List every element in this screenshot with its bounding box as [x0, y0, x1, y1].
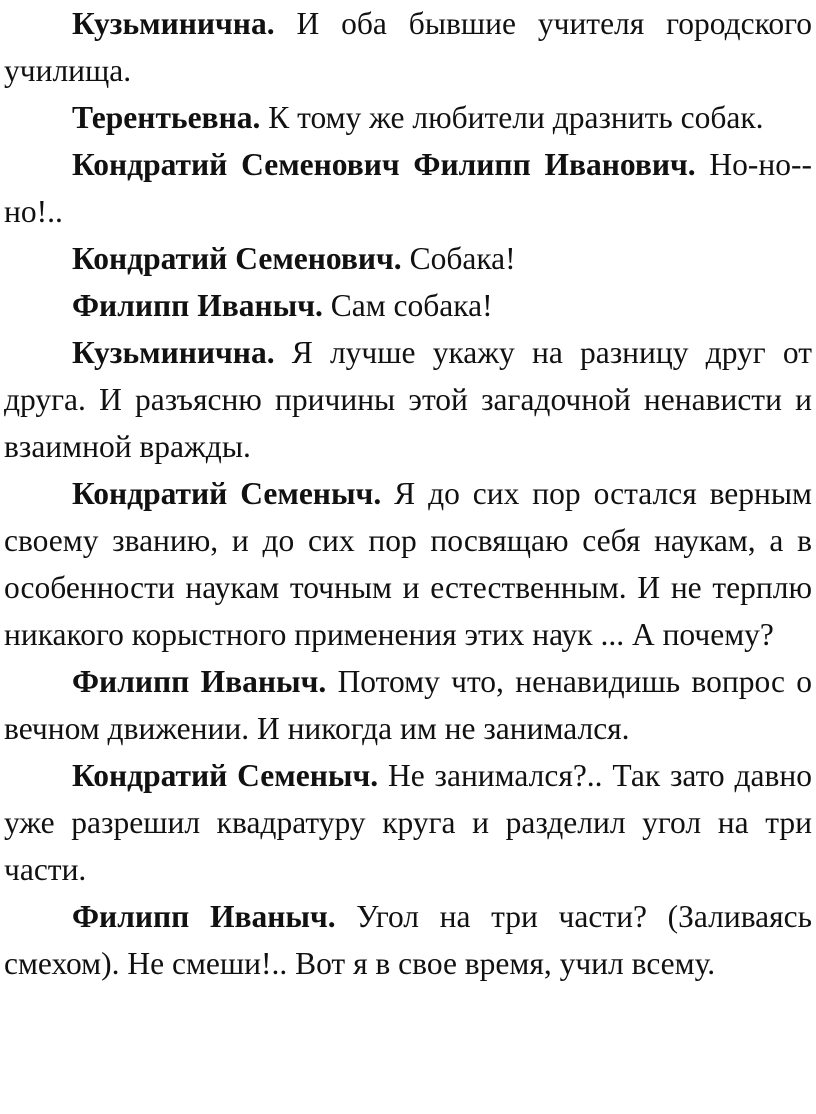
speaker-name: Кондратий Семенович. — [72, 241, 402, 276]
document-page — [4, 0, 812, 987]
speaker-name: Кондратий Семеныч. — [72, 476, 382, 511]
dialogue-text: Я лучше укажу на разницу друг от друга. И разъясню причины этой загадочной ненависти и взаимной вражды. — [4, 335, 812, 464]
dialogue-text: К тому же любители дразнить собак. — [268, 100, 764, 135]
dialogue-text: Не занимался?.. Так зато давно уже разрешил квадратуру круга и разделил угол на три части. — [4, 758, 812, 887]
dialogue-paragraph — [4, 141, 812, 235]
dialogue-text: Потому что, ненавидишь вопрос о вечном движении. И никогда им не занимался. — [4, 664, 812, 746]
dialogue-text: Сам собака! — [330, 288, 493, 323]
speaker-name: Филипп Иваныч. — [72, 664, 327, 699]
dialogue-paragraph — [4, 0, 812, 94]
dialogue-text: Собака! — [409, 241, 516, 276]
dialogue-paragraph — [4, 893, 812, 987]
dialogue-text: Угол на три части? (Заливаясь смехом). Не смеши!.. Вот я в свое время, учил всему. — [4, 899, 812, 981]
speaker-name: Кондратий Семенович Филипп Иванович. — [72, 147, 696, 182]
dialogue-paragraph — [4, 470, 812, 658]
dialogue-paragraph — [4, 94, 812, 141]
speaker-name: Филипп Иваныч. — [72, 899, 336, 934]
dialogue-paragraph — [4, 658, 812, 752]
speaker-name: Кузьминична. — [72, 335, 275, 370]
dialogue-paragraph — [4, 282, 812, 329]
dialogue-text: Я до сих пор остался верным своему званию, и до сих пор посвящаю себя наукам, а в особенности наукам точным и естественным. И не терплю никакого корыстного применения этих наук ... А почему? — [4, 476, 812, 652]
dialogue-paragraph — [4, 329, 812, 470]
dialogue-paragraph — [4, 752, 812, 893]
speaker-name: Кондратий Семеныч. — [72, 758, 379, 793]
dialogue-text: И оба бывшие учителя городского училища. — [4, 6, 812, 88]
speaker-name: Филипп Иваныч. — [72, 288, 323, 323]
dialogue-text: Но-но-но!.. — [4, 147, 812, 229]
dialogue-paragraph — [4, 235, 812, 282]
speaker-name: Терентьевна. — [72, 100, 261, 135]
speaker-name: Кузьминична. — [72, 6, 275, 41]
